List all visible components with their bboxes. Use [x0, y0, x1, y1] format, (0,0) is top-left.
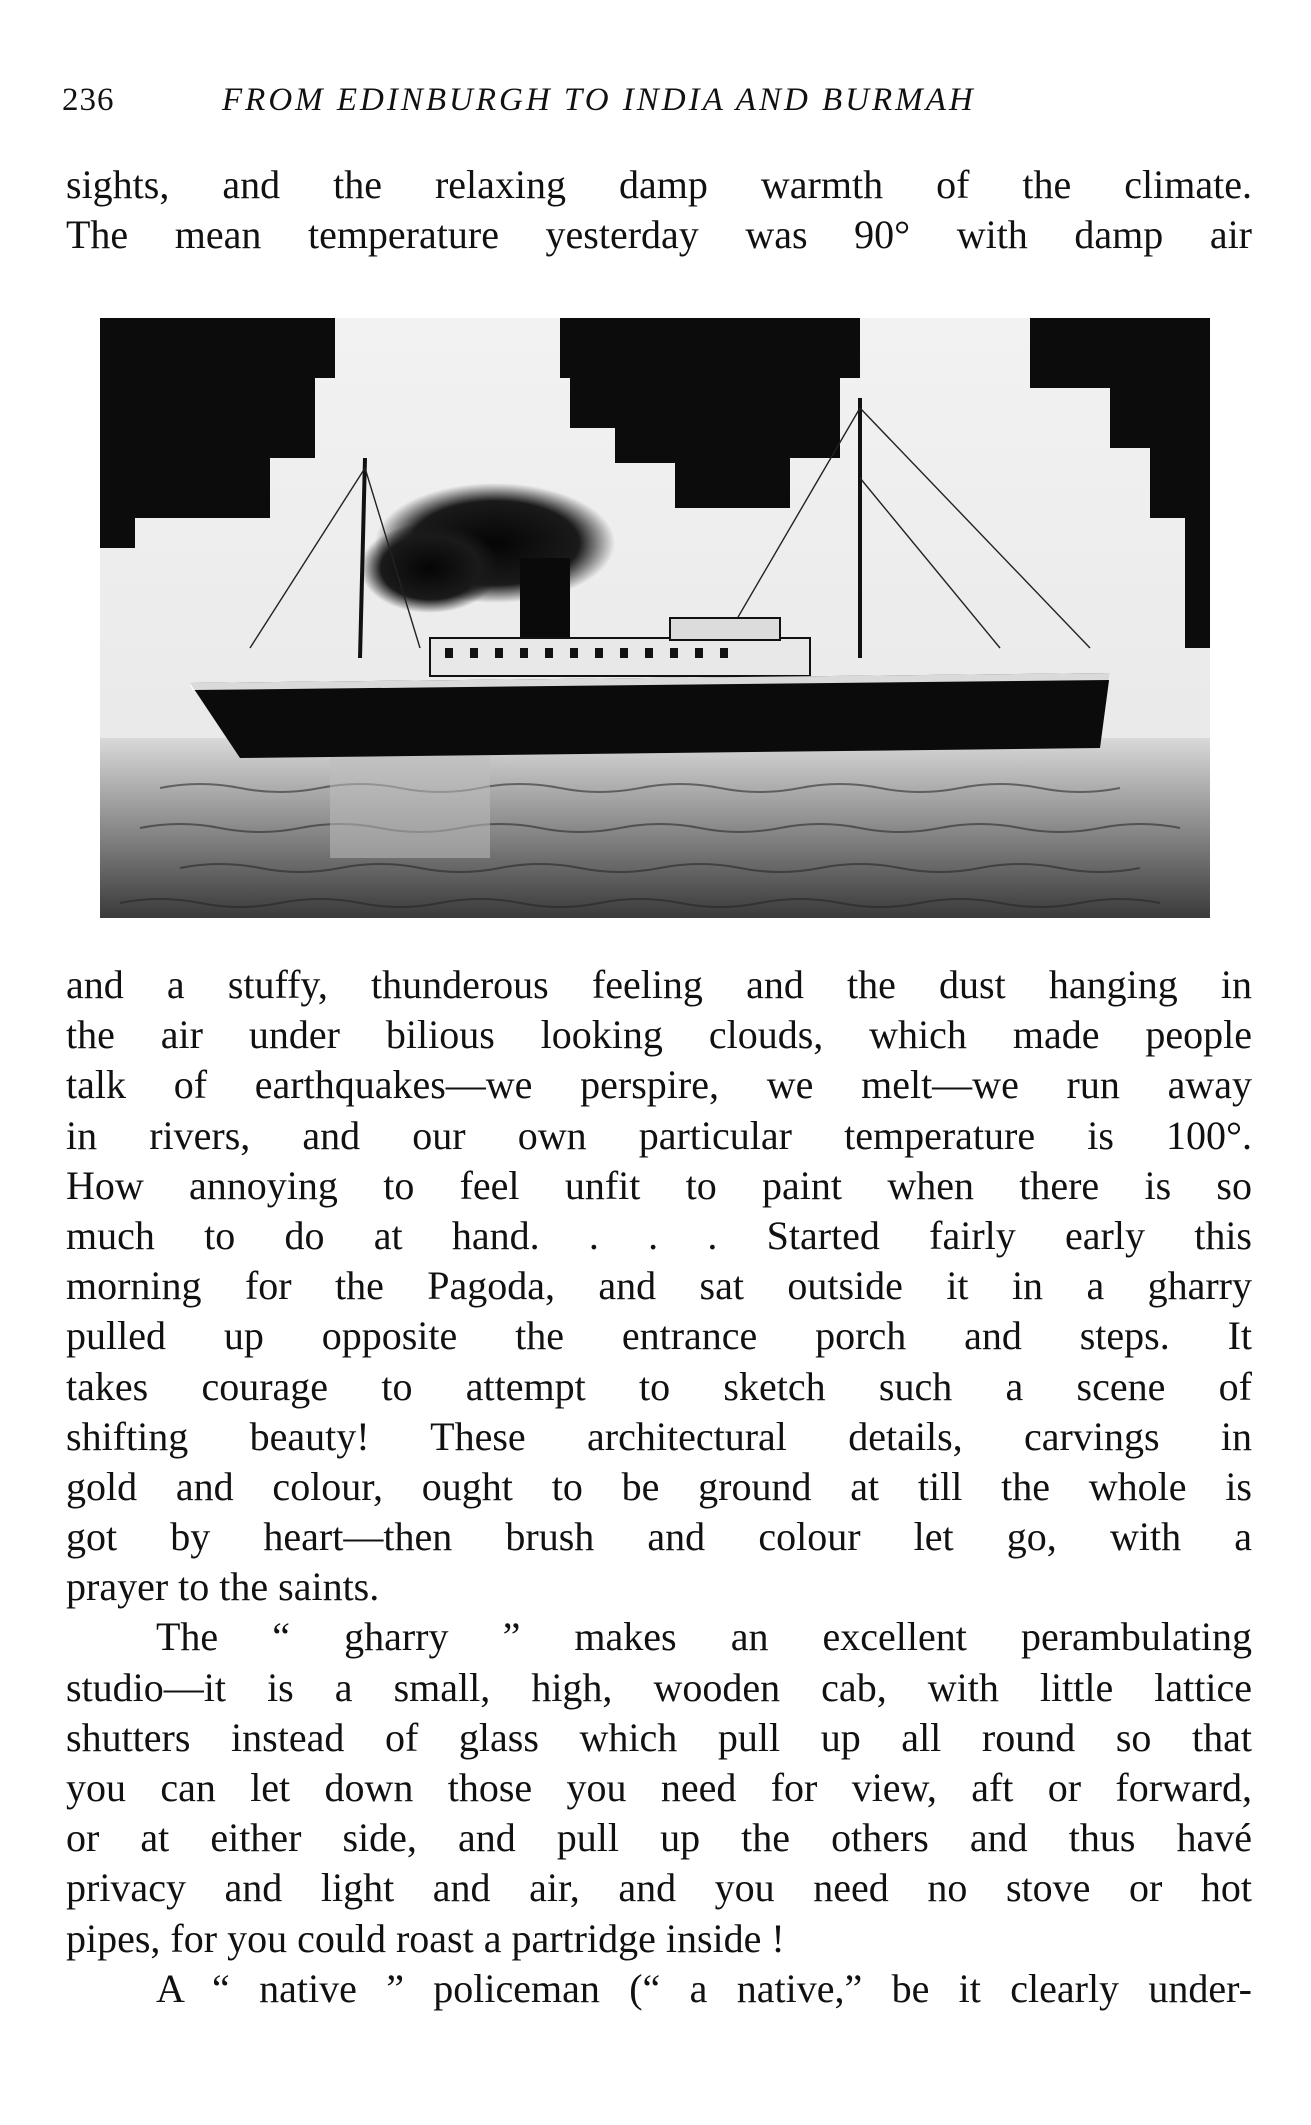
text-line: talk of earthquakes—we perspire, we melt—we run away	[66, 1062, 1252, 1108]
text-line: shifting beauty! These architectural details, carvings in	[66, 1413, 1252, 1459]
text-line: How annoying to feel unfit to paint when there is so	[66, 1162, 1252, 1208]
text-line: or at either side, and pull up the others and thus havé	[66, 1815, 1252, 1861]
running-title: FROM EDINBURGH TO INDIA AND BURMAH	[222, 82, 976, 118]
main-paragraph	[66, 960, 1252, 2014]
text-line: morning for the Pagoda, and sat outside it in a gharry	[66, 1263, 1252, 1309]
text-line: gold and colour, ought to be ground at till the whole is	[66, 1463, 1252, 1509]
text-line: pulled up opposite the entrance porch and steps. It	[66, 1313, 1252, 1359]
text-line: privacy and light and air, and you need no stove or hot	[66, 1865, 1252, 1911]
text-line: shutters instead of glass which pull up all round so that	[66, 1714, 1252, 1760]
text-line: studio—it is a small, high, wooden cab, with little lattice	[66, 1664, 1252, 1710]
text-line: A “ native ” policeman (“ a native,” be it clearly under-	[156, 1965, 1252, 2011]
text-line: the air under bilious looking clouds, which made people	[66, 1012, 1252, 1058]
text-line: got by heart—then brush and colour let go, with a	[66, 1514, 1252, 1560]
text-line: takes courage to attempt to sketch such a scene of	[66, 1363, 1252, 1409]
text-line: you can let down those you need for view, aft or forward,	[66, 1765, 1252, 1810]
steamship-illustration	[100, 318, 1210, 918]
text-line: The “ gharry ” makes an excellent perambulating	[156, 1614, 1252, 1660]
text-line: pipes, for you could roast a partridge inside !	[66, 1915, 785, 1961]
text-line: and a stuffy, thunderous feeling and the dust hanging in	[66, 962, 1252, 1007]
text-line: The mean temperature yesterday was 90° with damp air	[66, 212, 1252, 258]
text-line: sights, and the relaxing damp warmth of the climate.	[66, 162, 1252, 207]
sea	[100, 738, 1210, 918]
running-head	[62, 82, 1252, 132]
text-line: prayer to the saints.	[66, 1564, 380, 1610]
page-number: 236	[62, 82, 115, 118]
text-line: much to do at hand. . . . Started fairly early this	[66, 1212, 1252, 1258]
top-paragraph	[66, 160, 1252, 260]
steamship-photograph	[100, 318, 1210, 918]
text-line: in rivers, and our own particular temperature is 100°.	[66, 1112, 1252, 1158]
